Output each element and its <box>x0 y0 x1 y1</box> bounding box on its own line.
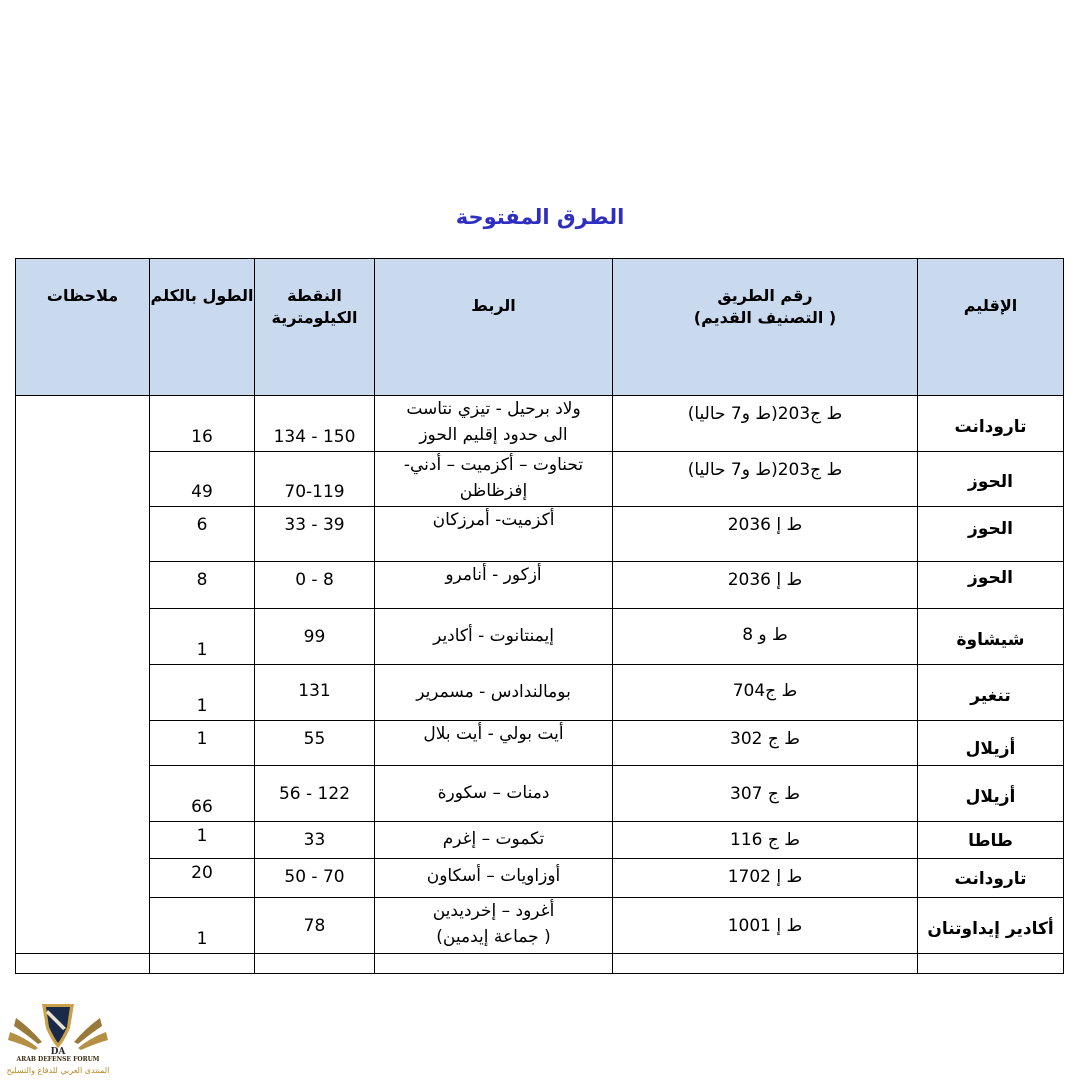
cell-link: أيت بولي - أيت بلال <box>375 721 613 766</box>
header-road-number: رقم الطريق ( التصنيف القديم) <box>613 259 918 396</box>
cell-km: 78 <box>255 898 375 954</box>
cell-link: تكموت – إغرم <box>375 822 613 859</box>
cell-region: أزيلال <box>918 766 1064 822</box>
logo-arabic-name: المنتدى العربي للدفاع والتسليح <box>6 1066 110 1075</box>
logo-english-name: ARAB DEFENSE FORUM <box>16 1056 100 1063</box>
table-row <box>16 507 1064 562</box>
cell-length: 1 <box>150 609 255 665</box>
roads-table <box>15 258 1064 974</box>
table-row <box>16 665 1064 721</box>
cell-link: دمنات – سكورة <box>375 766 613 822</box>
table-row <box>16 766 1064 822</box>
cell-km: 39 - 33 <box>255 507 375 562</box>
cell-length: 66 <box>150 766 255 822</box>
cell-link: أزكور - أنامرو <box>375 562 613 609</box>
cell-road: ط ج704 <box>613 665 918 721</box>
table-row <box>16 721 1064 766</box>
header-length: الطول بالكلم <box>150 259 255 396</box>
cell-km: 99 <box>255 609 375 665</box>
cell-region: الحوز <box>918 507 1064 562</box>
table-row <box>16 859 1064 898</box>
cell-region: الحوز <box>918 452 1064 507</box>
header-km-point: النقطة الكيلومترية <box>255 259 375 396</box>
cell-road: ط ج203(ط و7 حاليا) <box>613 452 918 507</box>
table-row <box>16 562 1064 609</box>
cell-length: 1 <box>150 898 255 954</box>
cell-km: 8 - 0 <box>255 562 375 609</box>
cell-road: ط ج 302 <box>613 721 918 766</box>
cell-link <box>375 954 613 974</box>
cell-link: أكزميت- أمرزكان <box>375 507 613 562</box>
cell-road: ط إ 1001 <box>613 898 918 954</box>
table-row <box>16 898 1064 954</box>
cell-region: الحوز <box>918 562 1064 609</box>
cell-region: تارودانت <box>918 859 1064 898</box>
cell-road: ط إ 2036 <box>613 507 918 562</box>
header-notes: ملاحظات <box>16 259 150 396</box>
svg-text:DA: DA <box>50 1047 66 1057</box>
cell-length: 1 <box>150 665 255 721</box>
cell-km: 33 <box>255 822 375 859</box>
cell-length: 6 <box>150 507 255 562</box>
cell-region: طاطا <box>918 822 1064 859</box>
cell-length: 49 <box>150 452 255 507</box>
table-header-row <box>16 259 1064 396</box>
cell-length: 8 <box>150 562 255 609</box>
cell-km: 70-119 <box>255 452 375 507</box>
cell-length: 16 <box>150 396 255 452</box>
cell-notes <box>16 396 150 954</box>
cell-road: ط ج 307 <box>613 766 918 822</box>
cell-region: تنغير <box>918 665 1064 721</box>
page-title: الطرق المفتوحة <box>455 205 625 229</box>
cell-region: تارودانت <box>918 396 1064 452</box>
cell-road: ط ج203(ط و7 حاليا) <box>613 396 918 452</box>
table-row <box>16 822 1064 859</box>
cell-region: شيشاوة <box>918 609 1064 665</box>
cell-link: ولاد برحيل - تيزي نتاست الى حدود إقليم الحوز <box>375 396 613 452</box>
cell-road: ط إ 1702 <box>613 859 918 898</box>
cell-link: أغرود – إخرديدين ( جماعة إيدمين) <box>375 898 613 954</box>
header-region: الإقليم <box>918 259 1064 396</box>
cell-road: ط و 8 <box>613 609 918 665</box>
cell-link: تحناوت – أكزميت – أدني- إفزظاظن <box>375 452 613 507</box>
cell-length: 1 <box>150 721 255 766</box>
cell-region: أزيلال <box>918 721 1064 766</box>
cell-road <box>613 954 918 974</box>
cell-link: إيمنتانوت - أكادير <box>375 609 613 665</box>
table-row-cut <box>16 954 1064 974</box>
cell-region <box>918 954 1064 974</box>
cell-length <box>150 954 255 974</box>
cell-km: 56 - 122 <box>255 766 375 822</box>
cell-notes <box>16 954 150 974</box>
cell-road: ط ج 116 <box>613 822 918 859</box>
shield-icon <box>42 1004 74 1048</box>
table-row <box>16 452 1064 507</box>
roads-table-container <box>15 258 1063 949</box>
cell-link: أوزاويات – أسكاون <box>375 859 613 898</box>
cell-km <box>255 954 375 974</box>
cell-length: 1 <box>150 822 255 859</box>
table-row <box>16 609 1064 665</box>
cell-region: أكادير إيداوتنان <box>918 898 1064 954</box>
cell-link: بومالندادس - مسمرير <box>375 665 613 721</box>
header-link: الربط <box>375 259 613 396</box>
cell-length: 20 <box>150 859 255 898</box>
cell-km: 150 - 134 <box>255 396 375 452</box>
cell-km: 55 <box>255 721 375 766</box>
cell-km: 70 - 50 <box>255 859 375 898</box>
cell-km: 131 <box>255 665 375 721</box>
table-row <box>16 396 1064 452</box>
cell-road: ط إ 2036 <box>613 562 918 609</box>
